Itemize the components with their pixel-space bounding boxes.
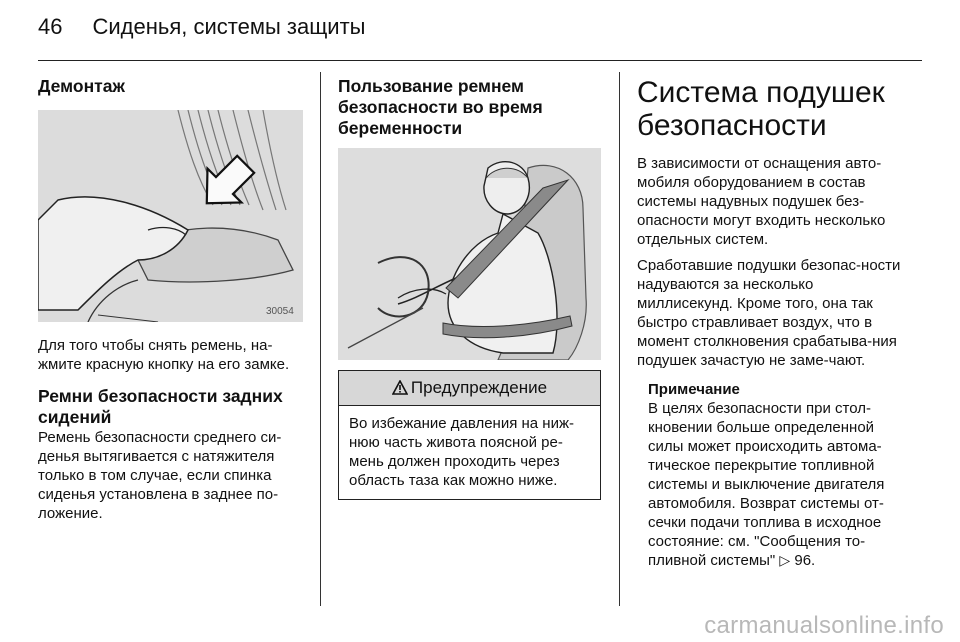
note-body [648,399,905,570]
airbag-paragraph-1: В зависимости от оснащения авто-мобиля оборудованием в состав системы надувных подушек без-опасности могут входить несколько отдельных систем. [637,155,886,248]
watermark: carmanualsonline.info [704,612,944,639]
removal-caption: Для того чтобы снять ремень, на-жмите красную кнопку на его замке. [38,337,290,373]
airbag-system-heading: Система подушек безопасности [637,76,885,142]
warning-title: Предупреждение [410,378,548,397]
column-2 [338,76,601,139]
column-1 [38,76,303,97]
chapter-title: Сиденья, системы защиты [92,14,366,39]
note-block [648,380,905,570]
column-divider-2 [619,72,620,606]
warning-triangle-icon [392,380,408,395]
warning-header [339,371,600,406]
warning-box [338,370,601,500]
airbag-paragraph-2: Сработавшие подушки безопас-ности надуваются за несколько миллисекунд. Кроме того, она так быстро стравливает воздух, что в момент столкновения срабатыва-ния подушек зачастую не заме-чают. [637,257,901,369]
column-1-text [38,336,306,523]
page-reference-icon: ▷ [779,552,791,568]
header-rule [38,60,922,61]
note-ref-page[interactable]: 96. [794,552,816,569]
pregnancy-heading: Пользование ремнем безопасности во время беременности [338,76,543,138]
note-text: В целях безопасности при стол-кновении больше определенной силы может происходить автома-тическое перекрытие топливной системы и выключение двигателя автомобиля. Возврат системы от-сечки подачи топлива в исходное состояние: см. "Сообщения то-пливной системы" [648,400,885,569]
note-title: Примечание [648,381,740,398]
rear-seat-belts-text: Ремень безопасности среднего си-денья вытягивается с натяжителя только в том случае, если спинка сиденья установлена в заднее по-ложение. [38,429,282,522]
pregnant-driver-illustration [338,148,601,360]
rear-seat-belts-heading: Ремни безопасности задних сидений [38,386,283,427]
figure-number: 30054 [266,306,294,317]
column-3 [637,76,905,570]
removal-heading: Демонтаж [38,76,125,96]
warning-text: Во избежание давления на ниж-нюю часть живота поясной ре-мень должен проходить через область таза как можно ниже. [349,415,574,489]
seatbelt-buckle-illustration [38,110,303,322]
column-divider-1 [320,72,321,606]
page-header [38,14,366,40]
page-number: 46 [38,14,63,39]
